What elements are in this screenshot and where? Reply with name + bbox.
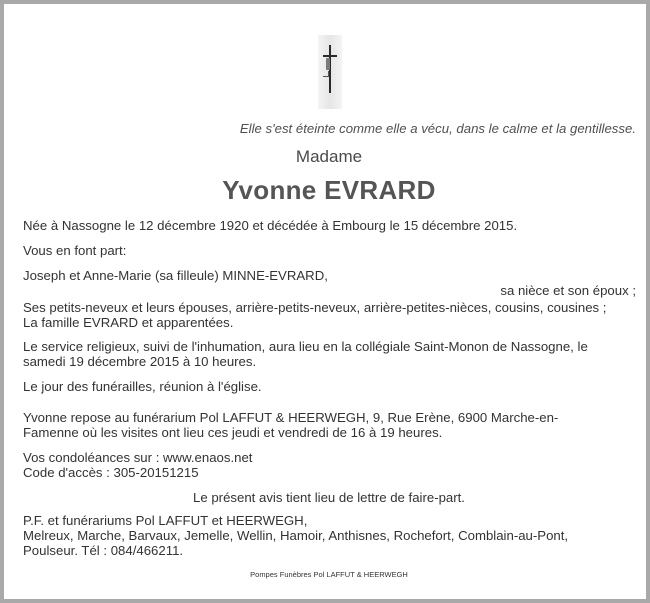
- service-line: samedi 19 décembre 2015 à 10 heures.: [23, 354, 257, 369]
- funeral-home-line: Poulseur. Tél : 084/466211.: [23, 543, 184, 558]
- reunion-line: Le jour des funérailles, réunion à l'église.: [23, 379, 262, 394]
- family-line: sa nièce et son époux ;: [500, 283, 636, 298]
- honorific-title: Madame: [295, 147, 363, 166]
- notice-statement: Le présent avis tient lieu de lettre de faire-part.: [193, 490, 465, 505]
- access-code-line: Code d'accès : 305-20151215: [23, 465, 199, 480]
- crucifix-icon: [318, 35, 342, 109]
- funeral-home-line: P.F. et funérariums Pol LAFFUT et HEERWEGH,: [23, 513, 308, 528]
- family-line: Joseph et Anne-Marie (sa filleule) MINNE-EVRARD,: [23, 268, 328, 283]
- service-line: Le service religieux, suivi de l'inhumation, aura lieu en la collégiale Saint-Monon de Nassogne, le: [23, 339, 588, 354]
- deceased-name: Yvonne EVRARD: [222, 175, 436, 205]
- funeral-home-line: Melreux, Marche, Barvaux, Jemelle, Wellin, Hamoir, Anthisnes, Rochefort, Comblain-au-Pont,: [23, 528, 569, 543]
- announce-line: Vous en font part:: [23, 243, 127, 258]
- family-line: Ses petits-neveux et leurs épouses, arrière-petits-neveux, arrière-petites-nièces, cousins, cousines ;: [23, 300, 607, 315]
- condolences-line: Vos condoléances sur : www.enaos.net: [23, 450, 253, 465]
- footer-credit: Pompes Funèbres Pol LAFFUT & HEERWEGH: [250, 570, 408, 579]
- family-line: La famille EVRARD et apparentées.: [23, 315, 234, 330]
- funerarium-line: Yvonne repose au funérarium Pol LAFFUT & HEERWEGH, 9, Rue Erène, 6900 Marche-en-: [23, 410, 559, 425]
- birth-death-line: Née à Nassogne le 12 décembre 1920 et décédée à Embourg le 15 décembre 2015.: [23, 218, 518, 233]
- epitaph-quote: Elle s'est éteinte comme elle a vécu, dans le calme et la gentillesse.: [239, 121, 636, 136]
- funerarium-line: Famenne où les visites ont lieu ces jeudi et vendredi de 16 à 19 heures.: [23, 425, 443, 440]
